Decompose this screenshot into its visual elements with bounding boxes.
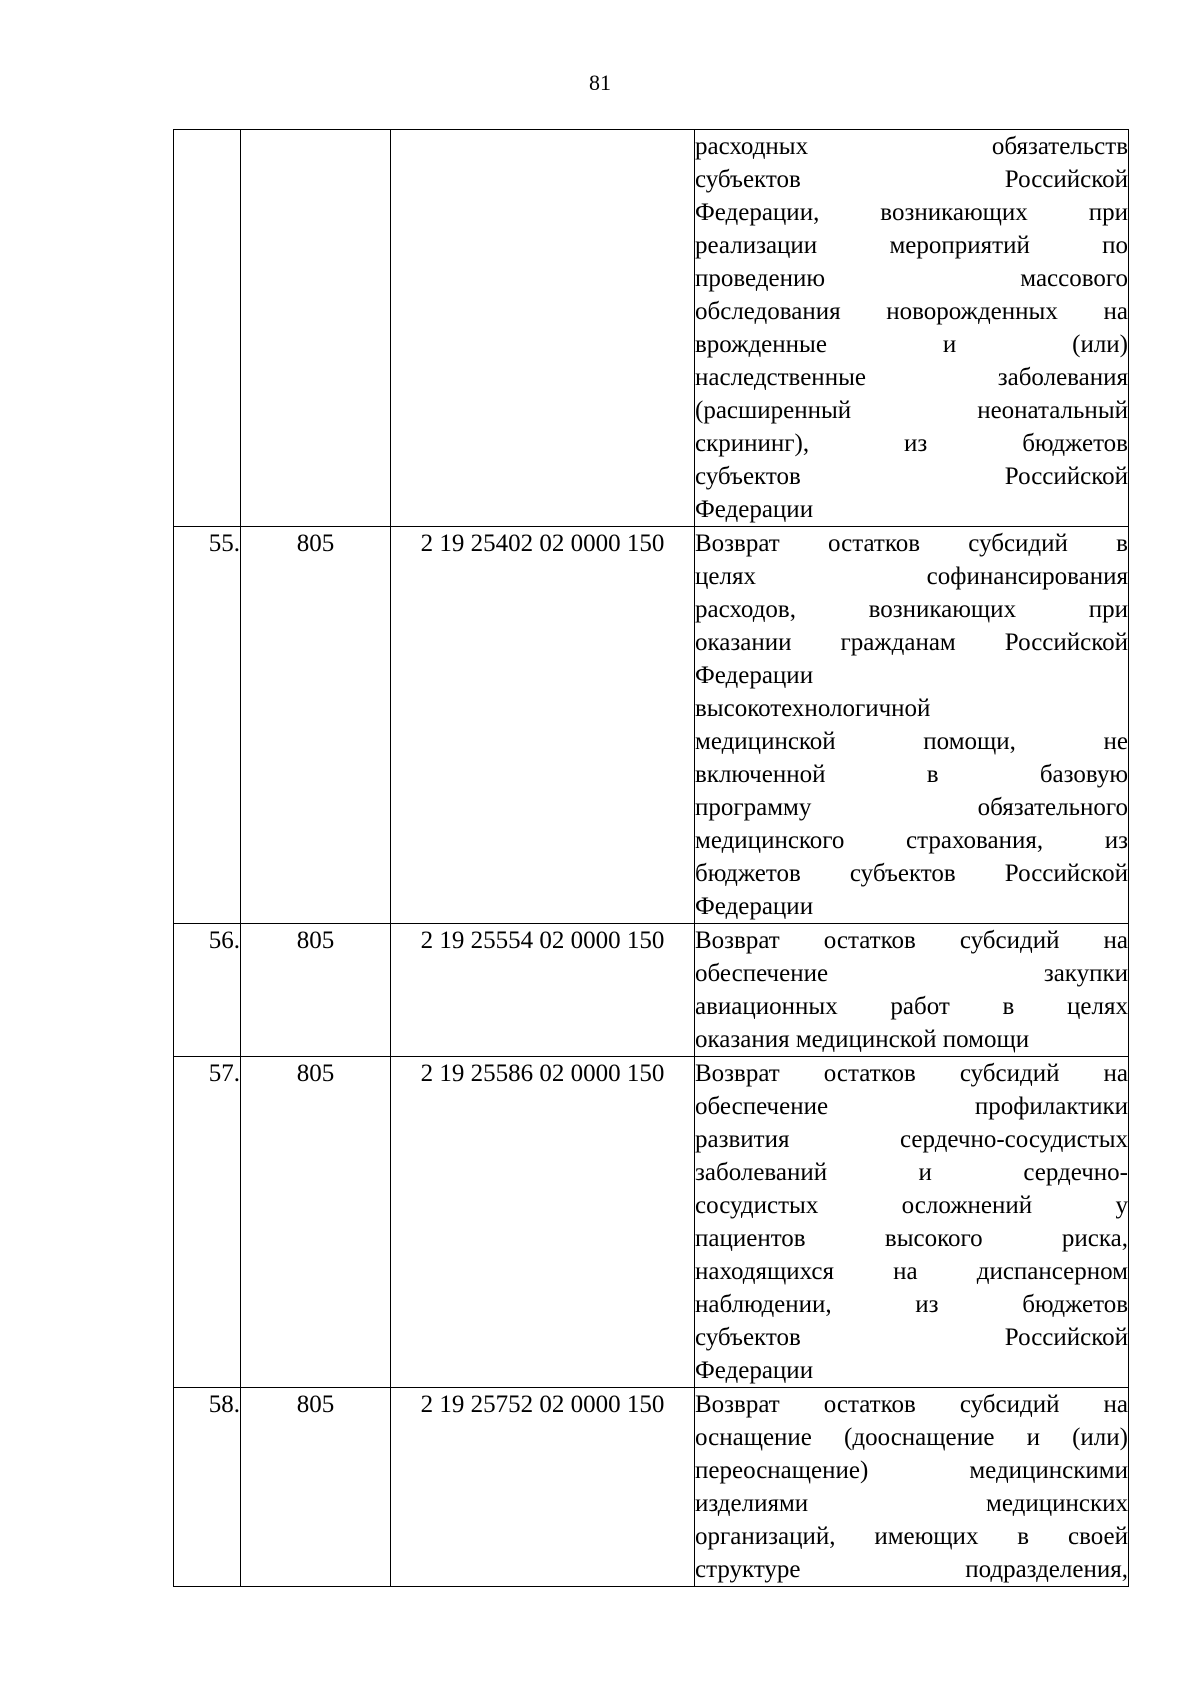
description-line: Возврат остатков субсидий в	[695, 530, 1128, 557]
budget-classification-code: 2 19 25402 02 0000 150	[391, 527, 695, 924]
description-line: Возврат остатков субсидий на	[695, 927, 1128, 954]
description-line: (расширенный неонатальный	[695, 397, 1128, 424]
description-line: врожденные и (или)	[695, 331, 1128, 358]
description-line: обеспечение закупки	[695, 960, 1128, 987]
page-number: 81	[589, 70, 611, 95]
description-line: субъектов Российской	[695, 1324, 1128, 1351]
description-line: изделиями медицинских	[695, 1490, 1128, 1517]
income-description	[695, 130, 1129, 527]
administrator-code: 805	[241, 1388, 391, 1587]
description-line: находящихся на диспансерном	[695, 1258, 1128, 1285]
description-line: проведению массового	[695, 265, 1128, 292]
description-line: программу обязательного	[695, 794, 1128, 821]
description-line: Федерации, возникающих при	[695, 199, 1128, 226]
administrator-code: 805	[241, 527, 391, 924]
description-line: организаций, имеющих в своей	[695, 1523, 1128, 1550]
budget-classification-code: 2 19 25586 02 0000 150	[391, 1057, 695, 1388]
description-line: реализации мероприятий по	[695, 232, 1128, 259]
description-line: Возврат остатков субсидий на	[695, 1391, 1128, 1418]
description-line: оснащение (дооснащение и (или)	[695, 1424, 1128, 1451]
description-line: сосудистых осложнений у	[695, 1192, 1128, 1219]
description-line: высокотехнологичной	[695, 695, 931, 722]
description-line: Федерации	[695, 496, 814, 523]
description-line: включенной в базовую	[695, 761, 1128, 788]
description-line: Федерации	[695, 893, 814, 920]
description-line: целях софинансирования	[695, 563, 1128, 590]
table-row	[174, 1057, 1129, 1388]
description-line: бюджетов субъектов Российской	[695, 860, 1128, 887]
description-line: оказании гражданам Российской	[695, 629, 1128, 656]
description-line: субъектов Российской	[695, 463, 1128, 490]
row-number	[174, 130, 241, 527]
description-line: Возврат остатков субсидий на	[695, 1060, 1128, 1087]
description-line: расходов, возникающих при	[695, 596, 1128, 623]
description-line: Федерации	[695, 1357, 814, 1384]
budget-classification-code	[391, 130, 695, 527]
income-description	[695, 1388, 1129, 1587]
administrator-code: 805	[241, 1057, 391, 1388]
description-line: обследования новорожденных на	[695, 298, 1128, 325]
row-number: 55.	[174, 527, 241, 924]
table-row	[174, 1388, 1129, 1587]
description-line: Федерации	[695, 662, 814, 689]
administrator-code: 805	[241, 924, 391, 1057]
description-line: развития сердечно-сосудистых	[695, 1126, 1128, 1153]
description-line: авиационных работ в целях	[695, 993, 1128, 1020]
description-line: медицинской помощи, не	[695, 728, 1128, 755]
description-line: расходных обязательств	[695, 133, 1128, 160]
description-line: оказания медицинской помощи	[695, 1026, 1030, 1053]
description-line: переоснащение) медицинскими	[695, 1457, 1128, 1484]
description-line: обеспечение профилактики	[695, 1093, 1128, 1120]
budget-classification-code: 2 19 25752 02 0000 150	[391, 1388, 695, 1587]
description-line: скрининг), из бюджетов	[695, 430, 1128, 457]
table-row	[174, 130, 1129, 527]
description-line: наблюдении, из бюджетов	[695, 1291, 1128, 1318]
description-line: субъектов Российской	[695, 166, 1128, 193]
description-line: заболеваний и сердечно-	[695, 1159, 1128, 1186]
administrator-code	[241, 130, 391, 527]
income-description	[695, 924, 1129, 1057]
description-line: структуре подразделения,	[695, 1556, 1128, 1583]
budget-codes-table	[173, 129, 1129, 1587]
description-line: медицинского страхования, из	[695, 827, 1128, 854]
row-number: 58.	[174, 1388, 241, 1587]
table-row	[174, 924, 1129, 1057]
budget-classification-code: 2 19 25554 02 0000 150	[391, 924, 695, 1057]
table-row	[174, 527, 1129, 924]
row-number: 57.	[174, 1057, 241, 1388]
row-number: 56.	[174, 924, 241, 1057]
income-description	[695, 1057, 1129, 1388]
table-body	[174, 130, 1129, 1587]
description-line: наследственные заболевания	[695, 364, 1128, 391]
income-description	[695, 527, 1129, 924]
description-line: пациентов высокого риска,	[695, 1225, 1128, 1252]
